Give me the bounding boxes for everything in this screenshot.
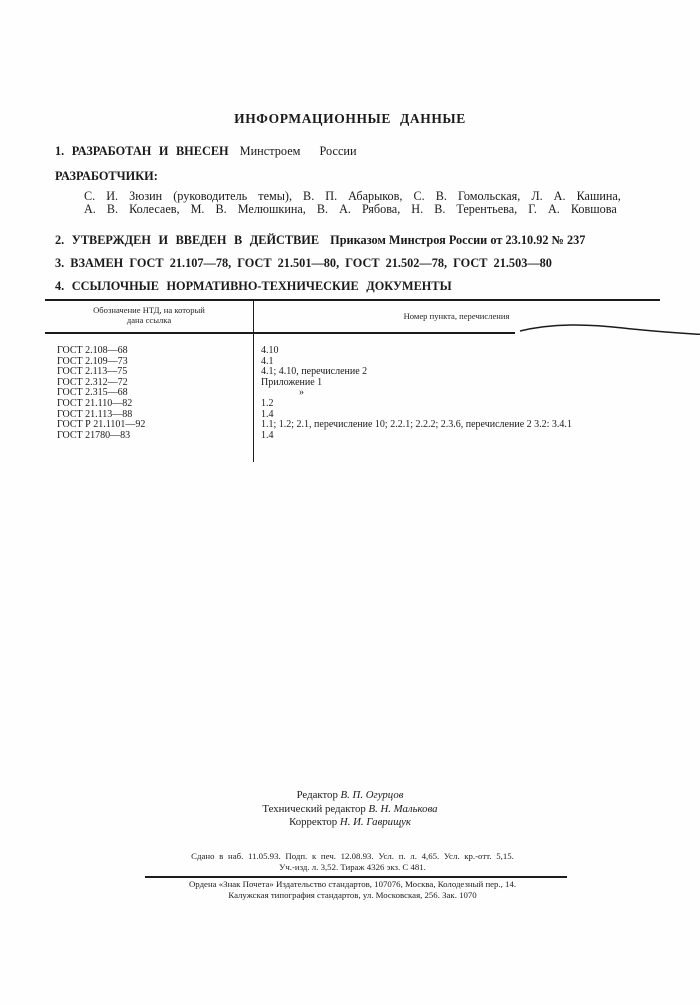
imprint-line-1: Сдано в наб. 11.05.93. Подп. к печ. 12.08.93. Усл. п. л. 4,65. Усл. кр.-отт. 5,15. [191,851,514,861]
table-row [45,388,660,399]
tech-editor-line [0,803,700,817]
table-row [45,431,660,442]
table-cell-clause: 4.1; 4.10, перечисление 2 [261,366,368,378]
corrector-name: Н. И. Гаврищук [339,816,411,828]
publisher-line: Ордена «Знак Почета» Издательство стандартов, 107076, Москва, Колодезный пер., 14. [188,879,517,889]
table-row [45,378,660,389]
table-cell-clause: 1.4 [261,429,274,441]
clause-replaces-heading: 3. ВЗАМЕН ГОСТ 21.107—78, ГОСТ 21.501—80, ГОСТ 21.502—78, ГОСТ 21.503—80 [55,256,552,270]
table-row [45,367,660,378]
clause-approved-heading: 2. УТВЕРЖДЕН И ВВЕДЕН В ДЕЙСТВИЕ [55,233,320,247]
imprint-publisher-data [130,879,575,901]
developers-line-2: А. В. Колесаев, М. В. Мелюшкина, В. А. Рябова, Н. В. Терентьева, Г. А. Ковшова [84,202,617,217]
table-cell-clause: 4.1 [261,355,274,367]
editor-line [0,789,700,803]
table-cell-ntd-ref: ГОСТ 2.109—73 [57,355,128,367]
table-cell-ntd-ref: ГОСТ Р 21.1101—92 [57,419,146,431]
corrector-label: Корректор [289,816,338,828]
developers-line-1: С. И. Зюзин (руководитель темы), В. П. Абарыков, С. В. Гомольская, Л. А. Кашина, [84,189,621,203]
imprint-divider-rule [145,876,567,878]
table-cell-clause: » [299,387,304,399]
clause-replaces [55,256,552,271]
imprint-line-2: Уч.-изд. л. 3,52. Тираж 4326 экз. С 481. [279,862,426,873]
references-table-header [45,301,660,334]
tech-editor-name: В. Н. Малькова [368,802,438,815]
table-row [45,420,660,431]
developers-list [84,190,621,216]
table-header-clause-column: Номер пункта, перечисления [403,311,510,321]
table-body [45,334,660,441]
table-row [45,346,660,357]
clause-references-heading: 4. ССЫЛОЧНЫЕ НОРМАТИВНО-ТЕХНИЧЕСКИЕ ДОКУМЕНТЫ [55,279,452,293]
table-cell-clause: 1.4 [261,408,274,420]
clause-approved-body: Приказом Минстроя России от 23.10.92 № 237 [330,233,586,247]
table-row [45,399,660,410]
credits-block [0,789,700,830]
clause-developed [55,144,357,159]
table-cell-ntd-ref: ГОСТ 21.113—88 [57,408,133,420]
table-cell-ntd-ref: ГОСТ 21780—83 [57,429,131,441]
developers-heading: РАЗРАБОТЧИКИ: [55,169,158,183]
scan-artifact-line [518,319,700,335]
page-title: ИНФОРМАЦИОННЫЕ ДАННЫЕ [234,111,466,126]
table-header-ntd-column: Обозначение НТД, на который дана ссылка [93,305,205,325]
table-header-rule [45,332,515,334]
clause-developed-body: Минстроем России [239,144,357,158]
imprint-print-data [130,851,575,873]
clause-approved [55,233,585,248]
printer-line: Калужская типография стандартов, ул. Московская, 256. Зак. 1070 [228,890,477,901]
table-cell-clause: 1.1; 1.2; 2.1, перечисление 10; 2.2.1; 2.2.2; 2.3.6, перечисление 2 3.2: 3.4.1 [261,419,572,431]
table-cell-ntd-ref: ГОСТ 2.108—68 [57,345,128,356]
references-table [45,299,660,462]
corrector-line [0,816,700,830]
editor-label: Редактор [296,789,338,801]
tech-editor-label: Технический редактор [262,802,366,815]
editor-name: В. П. Огурцов [340,789,404,801]
table-cell-ntd-ref: ГОСТ 2.113—75 [57,366,128,378]
clause-developed-heading: 1. РАЗРАБОТАН И ВНЕСЕН [55,144,229,158]
table-cell-clause: 1.2 [261,397,274,409]
table-cell-clause: Приложение 1 [261,376,323,388]
table-cell-ntd-ref: ГОСТ 21.110—82 [57,397,133,409]
table-cell-ntd-ref: ГОСТ 2.315—68 [57,387,128,399]
table-cell-clause: 4.10 [261,345,279,356]
table-cell-ntd-ref: ГОСТ 2.312—72 [57,376,128,388]
clause-references [55,279,452,294]
